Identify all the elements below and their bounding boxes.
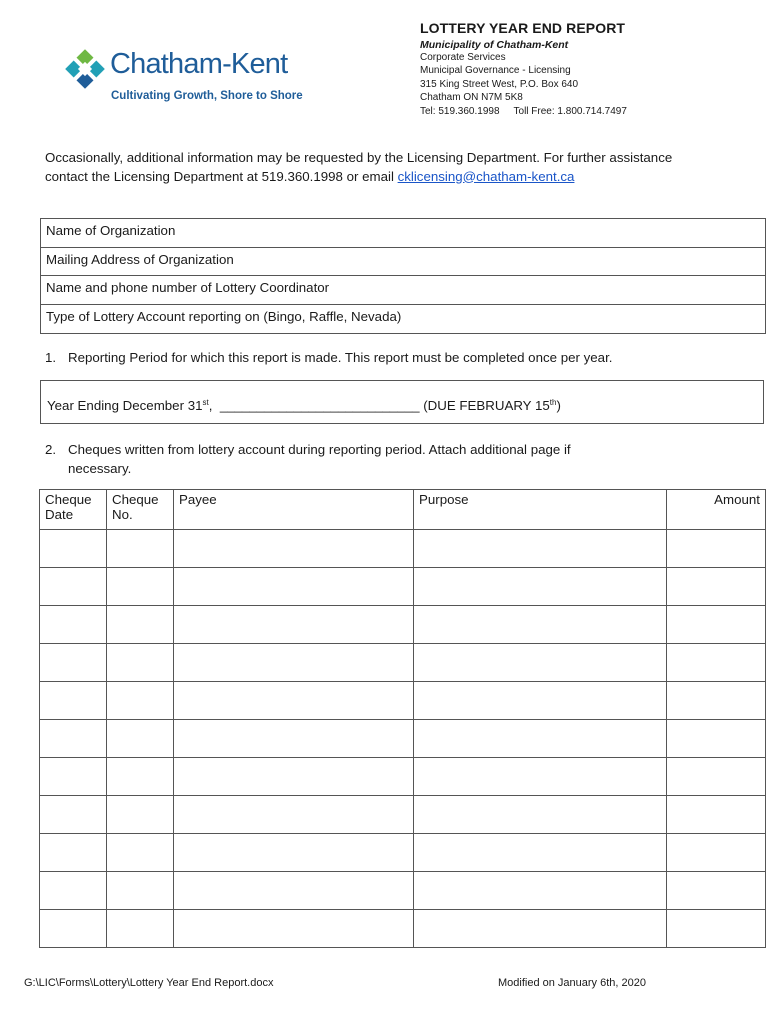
col-purpose: Purpose [414, 490, 667, 530]
year-ending-suffix: st [202, 398, 209, 407]
payee-cell[interactable] [174, 568, 414, 606]
amount-cell[interactable] [667, 606, 766, 644]
col-cheque-date [40, 490, 107, 530]
table-row [40, 720, 766, 758]
payee-cell[interactable] [174, 682, 414, 720]
payee-cell[interactable] [174, 872, 414, 910]
municipality-name: Municipality of Chatham-Kent [420, 39, 569, 51]
logo-name: Chatham-Kent [110, 48, 288, 80]
payee-cell[interactable] [174, 758, 414, 796]
cheque-no-cell[interactable] [107, 834, 174, 872]
cheque-date-cell[interactable] [40, 530, 107, 568]
cheques-table [39, 489, 766, 948]
purpose-cell[interactable] [414, 568, 667, 606]
diamond-logo-icon [60, 44, 110, 94]
amount-cell[interactable] [667, 644, 766, 682]
report-header [420, 20, 760, 118]
question-2-number: 2. [45, 442, 57, 457]
col-cheque-date-l1: Cheque [45, 492, 92, 507]
payee-cell[interactable] [174, 796, 414, 834]
year-ending-line [47, 398, 561, 413]
table-row [40, 796, 766, 834]
organization-info-box [40, 218, 766, 334]
cheque-date-cell[interactable] [40, 568, 107, 606]
intro-text: Occasionally, additional information may be requested by the Licensing Department. For further assistance contact the Licensing Department at 519.360.1998 or email [45, 150, 673, 184]
table-header-row [40, 490, 766, 530]
cheque-no-cell[interactable] [107, 682, 174, 720]
payee-cell[interactable] [174, 644, 414, 682]
table-row [40, 530, 766, 568]
toll-free: Toll Free: 1.800.714.7497 [513, 105, 627, 117]
col-payee: Payee [174, 490, 414, 530]
purpose-cell[interactable] [414, 758, 667, 796]
cheque-date-cell[interactable] [40, 796, 107, 834]
modified-date: Modified on January 6th, 2020 [498, 977, 646, 989]
year-ending-label: Year Ending December 31 [47, 398, 203, 413]
department: Corporate Services [420, 52, 506, 63]
payee-cell[interactable] [174, 606, 414, 644]
cheque-date-cell[interactable] [40, 644, 107, 682]
street-address: 315 King Street West, P.O. Box 640 [420, 78, 579, 90]
amount-cell[interactable] [667, 872, 766, 910]
telephone: Tel: 519.360.1998 [420, 105, 500, 117]
phone-line [420, 105, 760, 118]
cheque-date-cell[interactable] [40, 720, 107, 758]
purpose-cell[interactable] [414, 644, 667, 682]
purpose-cell[interactable] [414, 682, 667, 720]
cheque-no-cell[interactable] [107, 758, 174, 796]
payee-cell[interactable] [174, 834, 414, 872]
amount-cell[interactable] [667, 910, 766, 948]
organization-name-field[interactable]: Name of Organization [41, 219, 765, 248]
amount-cell[interactable] [667, 568, 766, 606]
question-1-number: 1. [45, 350, 57, 365]
lottery-type-field[interactable]: Type of Lottery Account reporting on (Bingo, Raffle, Nevada) [46, 308, 402, 324]
amount-cell[interactable] [667, 530, 766, 568]
cheque-no-cell[interactable] [107, 720, 174, 758]
table-row [40, 682, 766, 720]
payee-cell[interactable] [174, 530, 414, 568]
city-postal: Chatham ON N7M 5K8 [420, 92, 523, 104]
col-cheque-no [107, 490, 174, 530]
intro-paragraph [45, 149, 715, 186]
purpose-cell[interactable] [414, 720, 667, 758]
cheque-date-cell[interactable] [40, 834, 107, 872]
cheque-no-cell[interactable] [107, 606, 174, 644]
cheque-no-cell[interactable] [107, 796, 174, 834]
purpose-cell[interactable] [414, 834, 667, 872]
question-1-text: Reporting Period for which this report is made. This report must be completed once per year. [68, 350, 613, 365]
cheque-date-cell[interactable] [40, 872, 107, 910]
purpose-cell[interactable] [414, 872, 667, 910]
table-row [40, 910, 766, 948]
table-row [40, 872, 766, 910]
cheque-no-cell[interactable] [107, 644, 174, 682]
coordinator-field[interactable]: Name and phone number of Lottery Coordinator [41, 276, 765, 305]
table-row [40, 606, 766, 644]
col-cheque-no-l1: Cheque [112, 492, 159, 507]
table-row [40, 644, 766, 682]
col-cheque-date-l2: Date [45, 507, 74, 522]
purpose-cell[interactable] [414, 796, 667, 834]
cheque-date-cell[interactable] [40, 758, 107, 796]
payee-cell[interactable] [174, 910, 414, 948]
question-2-text-cont: necessary. [68, 460, 132, 476]
question-2-text: Cheques written from lottery account during reporting period. Attach additional page if [68, 442, 571, 457]
col-cheque-no-l2: No. [112, 507, 133, 522]
chatham-kent-logo [60, 44, 320, 110]
logo-tagline: Cultivating Growth, Shore to Shore [111, 90, 303, 102]
amount-cell[interactable] [667, 834, 766, 872]
table-row [40, 758, 766, 796]
cheque-no-cell[interactable] [107, 872, 174, 910]
purpose-cell[interactable] [414, 910, 667, 948]
purpose-cell[interactable] [414, 530, 667, 568]
payee-cell[interactable] [174, 720, 414, 758]
purpose-cell[interactable] [414, 606, 667, 644]
table-row [40, 834, 766, 872]
cheque-date-cell[interactable] [40, 606, 107, 644]
question-2 [45, 441, 745, 478]
year-ending-comma: , [208, 398, 213, 413]
email-link[interactable]: cklicensing@chatham-kent.ca [397, 168, 575, 184]
due-date-suffix: th [549, 398, 557, 407]
due-date-close: ) [556, 398, 561, 413]
amount-cell[interactable] [667, 682, 766, 720]
due-date-label: (DUE FEBRUARY 15 [423, 398, 550, 413]
cheque-no-cell[interactable] [107, 530, 174, 568]
cheque-no-cell[interactable] [107, 568, 174, 606]
amount-cell[interactable] [667, 758, 766, 796]
col-amount: Amount [667, 490, 766, 530]
table-row [40, 568, 766, 606]
amount-cell[interactable] [667, 720, 766, 758]
file-path: G:\LIC\Forms\Lottery\Lottery Year End Report.docx [24, 977, 274, 989]
question-1 [45, 349, 745, 368]
amount-cell[interactable] [667, 796, 766, 834]
cheque-date-cell[interactable] [40, 682, 107, 720]
report-title: LOTTERY YEAR END REPORT [420, 20, 626, 36]
year-blank-field[interactable]: ___________________________ [219, 398, 420, 413]
mailing-address-field[interactable]: Mailing Address of Organization [41, 248, 765, 277]
cheque-no-cell[interactable] [107, 910, 174, 948]
cheque-date-cell[interactable] [40, 910, 107, 948]
year-ending-box [40, 380, 764, 424]
division: Municipal Governance - Licensing [420, 65, 571, 77]
